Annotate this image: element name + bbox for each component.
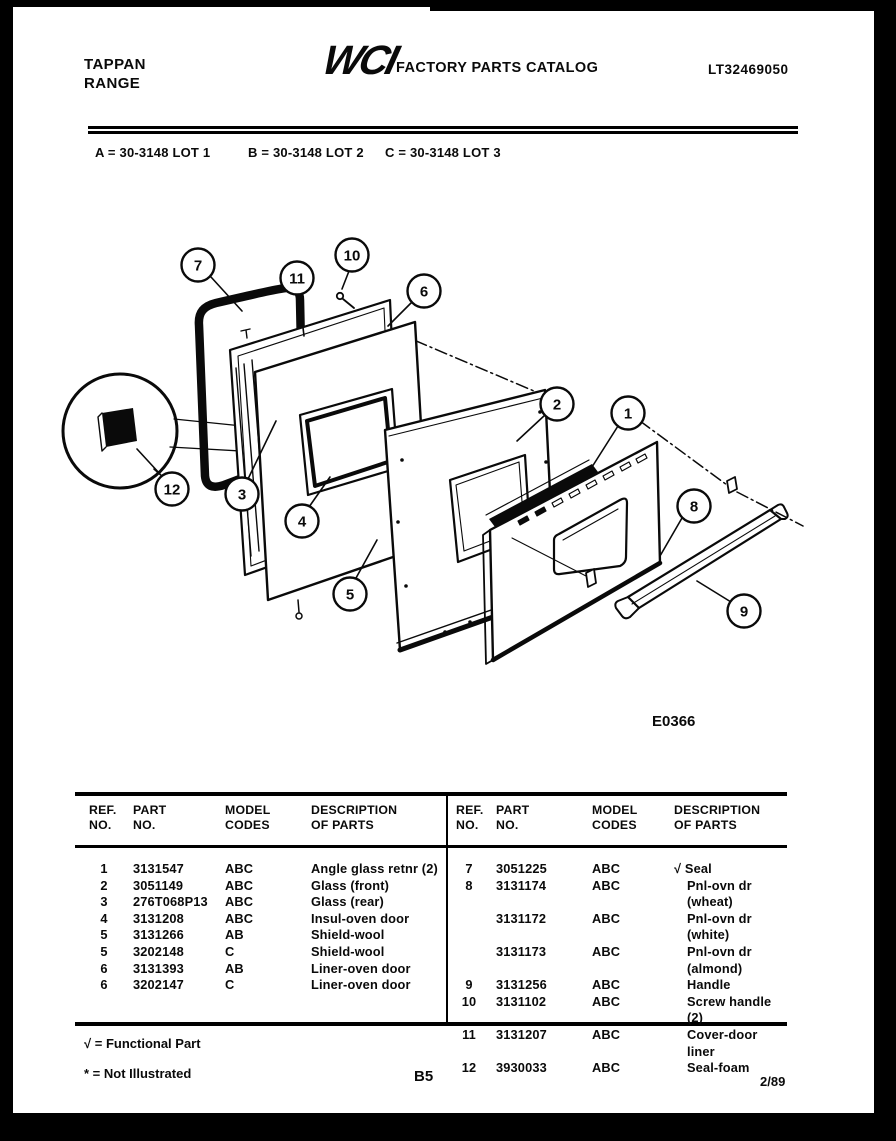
table-row [448, 861, 787, 878]
description-cell: Pnl-ovn dr (almond) [687, 943, 752, 976]
ref-no-cell: 11 [462, 1026, 476, 1042]
description-cell: Cover-door liner [687, 1026, 758, 1059]
model-codes-cell: ABC [225, 861, 254, 876]
legend-not-illustrated: * = Not Illustrated [84, 1066, 192, 1081]
header-description: DESCRIPTION OF PARTS [674, 803, 761, 832]
table-row [75, 894, 446, 911]
legend-functional-part: √ = Functional Part [84, 1036, 201, 1051]
lot-code-c: C = 30-3148 LOT 3 [385, 145, 501, 160]
description-cell: Screw handle (2) [687, 993, 772, 1026]
model-codes-cell: C [225, 977, 235, 993]
model-codes-cell: ABC [225, 877, 254, 893]
brand-block [84, 55, 146, 93]
description-cell: Pnl-ovn dr (wheat) [687, 877, 752, 910]
part-no-cell: 3131174 [496, 877, 547, 893]
catalog-title: FACTORY PARTS CATALOG [396, 60, 599, 76]
callout-10-label: 10 [343, 247, 361, 265]
exploded-view-diagram [0, 220, 896, 780]
description-cell: Seal-foam [687, 1060, 750, 1076]
header-model: MODEL CODES [225, 803, 271, 832]
parts-table-right [448, 796, 787, 1076]
model-codes-cell: ABC [592, 1026, 621, 1042]
description-cell: Pnl-ovn dr (white) [687, 910, 752, 943]
model-codes-cell: ABC [592, 877, 621, 893]
table-row [75, 944, 446, 961]
table-row [448, 878, 787, 911]
foam-seal-block [102, 408, 137, 447]
scan-edge-bottom [0, 1113, 896, 1141]
table-row [75, 927, 446, 944]
table-row [448, 977, 787, 994]
part-no-cell: 3131102 [496, 993, 547, 1009]
callout-7-label: 7 [193, 257, 203, 275]
callout-12-label: 12 [163, 481, 181, 499]
ref-no-cell: 3 [100, 894, 108, 910]
seal-foam-detail [63, 374, 258, 488]
lot-code-a: A = 30-3148 LOT 1 [95, 145, 211, 160]
description-cell: Glass (rear) [311, 894, 384, 910]
model-codes-cell: AB [225, 927, 244, 943]
description-cell: Liner-oven door [311, 960, 411, 976]
header-model: MODEL CODES [592, 803, 638, 832]
handle-screw [337, 293, 354, 308]
ref-no-cell: 10 [461, 993, 477, 1009]
model-codes-cell: ABC [592, 1060, 621, 1076]
callout-6-label: 6 [419, 283, 429, 301]
callout-3-label: 3 [237, 486, 247, 504]
description-cell: Liner-oven door [311, 977, 411, 993]
header-double-rule [88, 126, 798, 134]
model-codes-cell: ABC [592, 977, 621, 993]
description-cell: Glass (front) [311, 877, 390, 893]
description-cell: √ Seal [674, 861, 712, 876]
table-row [75, 911, 446, 928]
table-row [448, 1027, 787, 1060]
table-header [448, 796, 787, 845]
description-cell: Angle glass retnr (2) [311, 861, 438, 876]
ref-no-cell: 6 [100, 977, 108, 993]
door-clip-right [727, 477, 737, 493]
ref-no-cell: 12 [461, 1060, 477, 1076]
part-no-cell: 3051225 [496, 861, 547, 876]
header-ref: REF. NO. [456, 803, 484, 832]
table-row [75, 961, 446, 978]
ref-no-cell: 7 [465, 861, 473, 876]
header-description: DESCRIPTION OF PARTS [311, 803, 398, 832]
ref-no-cell: 8 [465, 877, 473, 893]
ref-no-cell [456, 911, 496, 944]
header-ref: REF. NO. [89, 803, 117, 832]
model-codes-cell: ABC [592, 993, 621, 1009]
ref-no-cell: 5 [100, 927, 108, 943]
ref-no-cell: 6 [100, 960, 108, 976]
part-no-cell: 3131266 [133, 927, 184, 943]
callout-1-label: 1 [623, 405, 633, 423]
ref-no-cell: 2 [100, 877, 108, 893]
part-no-cell: 3131172 [496, 910, 547, 926]
part-no-cell: 3051149 [133, 877, 184, 893]
description-cell: Shield-wool [311, 927, 385, 943]
part-no-cell: 3131547 [133, 861, 184, 876]
callout-9-label: 9 [739, 603, 749, 621]
figure-code: E0366 [652, 713, 696, 730]
description-cell: Insul-oven door [311, 910, 410, 926]
header-part: PART NO. [133, 803, 167, 832]
model-codes-cell: ABC [225, 894, 254, 910]
door-clip-bottom [586, 569, 596, 587]
table-row [75, 878, 446, 895]
wci-logo: WCI [318, 37, 401, 83]
page-number: B5 [414, 1068, 434, 1085]
table-row [448, 944, 787, 977]
lot-code-b: B = 30-3148 LOT 2 [248, 145, 364, 160]
description-cell: Handle [687, 977, 731, 993]
part-no-cell: 276T068P13 [133, 894, 208, 910]
ref-no-cell: 9 [465, 977, 473, 993]
parts-table-left [75, 796, 446, 1022]
part-no-cell: 3202147 [133, 977, 184, 993]
brand-line-1: TAPPAN [84, 56, 146, 73]
ref-no-cell: 5 [100, 943, 108, 959]
ref-no-cell [456, 944, 496, 977]
part-no-cell: 3131173 [496, 943, 547, 959]
model-codes-cell: AB [225, 960, 244, 976]
part-no-cell: 3131207 [496, 1026, 547, 1042]
header-part: PART NO. [496, 803, 530, 832]
part-no-cell: 3930033 [496, 1060, 547, 1076]
header-rule [448, 845, 787, 848]
callout-5-label: 5 [345, 586, 355, 604]
header-rule [75, 845, 446, 848]
callout-8-label: 8 [689, 498, 699, 516]
model-codes-cell: ABC [225, 910, 254, 926]
model-codes-cell: ABC [592, 910, 621, 926]
callout-4-label: 4 [297, 513, 307, 531]
table-header [75, 796, 446, 845]
scan-edge-top-right [430, 0, 896, 11]
ref-no-cell: 1 [100, 861, 108, 876]
part-no-cell: 3131256 [496, 977, 547, 993]
table-row [448, 994, 787, 1027]
table-row [75, 977, 446, 994]
table-row [75, 861, 446, 878]
part-no-cell: 3131393 [133, 960, 184, 976]
ref-no-cell: 4 [100, 910, 108, 926]
brand-line-2: RANGE [84, 75, 141, 92]
table-row [448, 911, 787, 944]
table-rows-right [448, 861, 787, 1077]
revision-date: 2/89 [760, 1074, 786, 1089]
part-no-cell: 3131208 [133, 910, 184, 926]
model-codes-cell: ABC [592, 943, 621, 959]
callout-2-label: 2 [552, 396, 562, 414]
model-codes-cell: C [225, 943, 235, 959]
table-rows-left [75, 861, 446, 994]
publication-number: LT32469050 [708, 62, 789, 77]
callout-11-label: 11 [289, 270, 305, 288]
table-row [448, 1060, 787, 1077]
part-no-cell: 3202148 [133, 943, 184, 959]
description-cell: Shield-wool [311, 943, 385, 959]
model-codes-cell: ABC [592, 861, 621, 876]
